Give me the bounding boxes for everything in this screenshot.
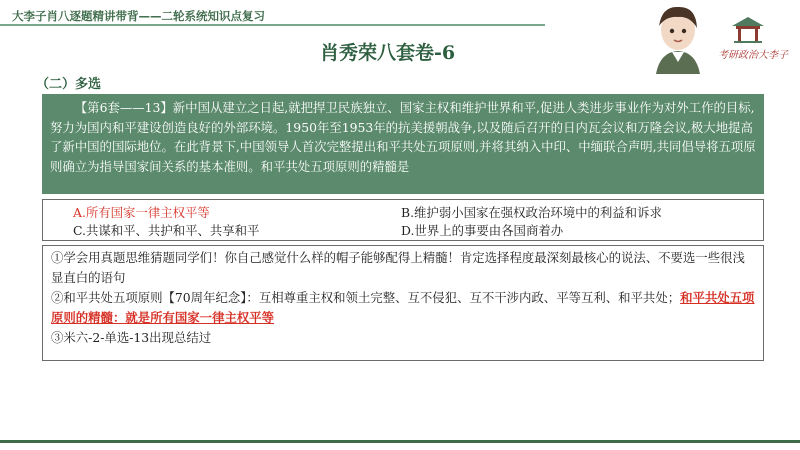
option-b: B.维护弱小国家在强权政治环境中的利益和诉求 bbox=[401, 205, 662, 220]
option-c: C.共谋和平、共护和平、共享和平 bbox=[73, 223, 260, 238]
presenter-avatar-icon bbox=[650, 4, 706, 74]
note-2-essence: 和平共处五项原则的精髓：就是所有国家一律主权平等 bbox=[51, 290, 755, 325]
note-2 bbox=[51, 288, 755, 328]
explanation-box bbox=[42, 245, 764, 361]
header-divider bbox=[0, 24, 545, 26]
note-2-principles: ②和平共处五项原则【70周年纪念】：互相尊重主权和领土完整、互不侵犯、互不干涉内政、平等互利、和平共处； bbox=[51, 290, 681, 305]
note-1: ①学会用真题思维猜题同学们！你自己感觉什么样的帽子能够配得上精髓！肯定选择程度最深刻最核心的说法、不要选一些很浅显直白的语句 bbox=[51, 250, 745, 285]
option-a: A.所有国家一律主权平等 bbox=[73, 205, 210, 220]
pavilion-emblem-icon bbox=[728, 14, 768, 44]
brand-logo bbox=[640, 4, 795, 74]
question-stem: 【第6套——13】新中国从建立之日起,就把捍卫民族独立、国家主权和维护世界和平,促进人类进步事业作为对外工作的目标,努力为国内和平建设创造良好的外部环境。1950年至1953年的抗美援朝战争,以及随后召开的日内瓦会议和万隆会议,极大地提高了新中国的国际地位。在此背景下,中国领导人首次完整提出和平共处五项原则,并将其纳入中印、中缅联合声明,共同倡导将五项原则确立为指导国家间关系的基本准则。和平共处五项原则的精髓是 bbox=[42, 94, 764, 194]
brand-logo-text: 考研政治大李子 bbox=[718, 50, 788, 61]
section-heading: （二）多选 bbox=[36, 77, 102, 92]
note-3: ③米六-2-单选-13出现总结过 bbox=[51, 330, 212, 345]
page-title: 肖秀荣八套卷-6 bbox=[320, 42, 456, 64]
option-d: D.世界上的事要由各国商着办 bbox=[401, 223, 564, 238]
footer-divider bbox=[0, 440, 800, 443]
options-box bbox=[42, 199, 764, 241]
course-header: 大李子肖八逐题精讲带背——二轮系统知识点复习 bbox=[12, 9, 265, 23]
